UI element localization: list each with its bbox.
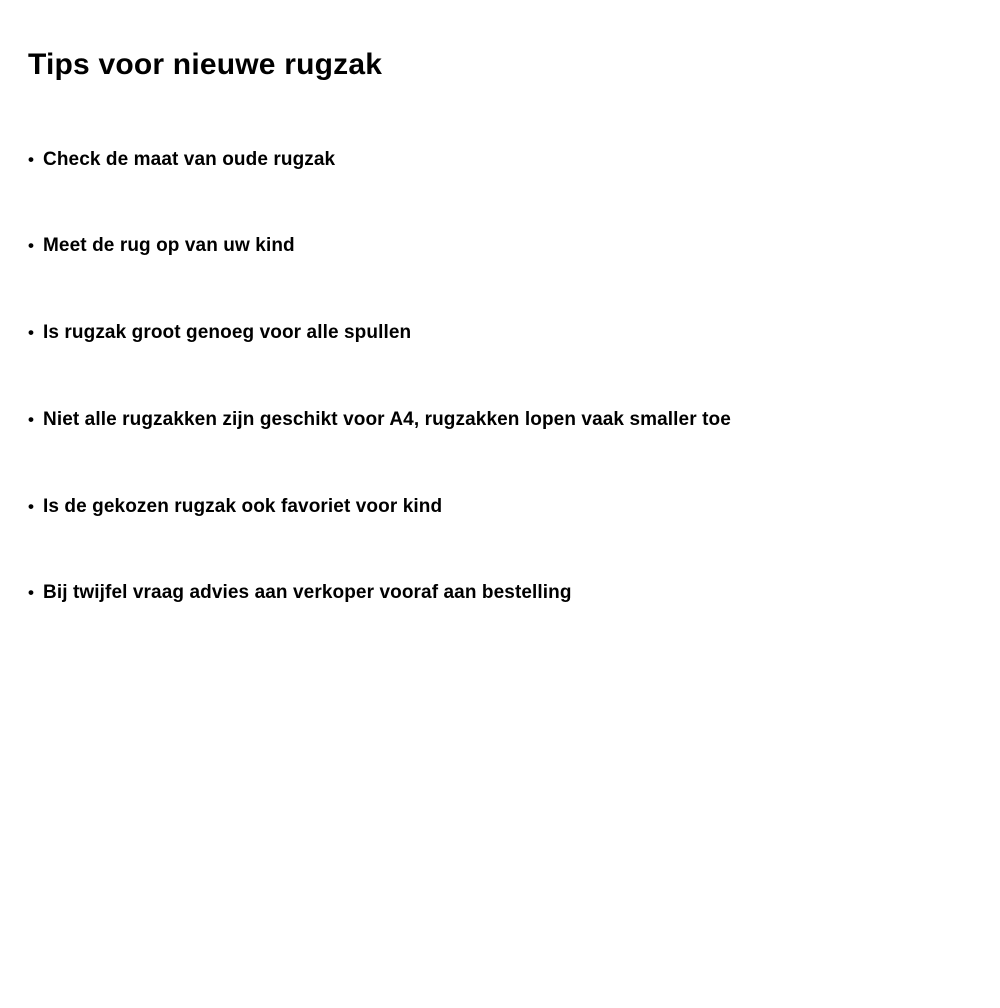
list-item xyxy=(28,409,972,432)
tip-text: Is rugzak groot genoeg voor alle spullen xyxy=(43,322,412,344)
tip-text: Check de maat van oude rugzak xyxy=(43,148,336,170)
tips-list xyxy=(28,149,972,606)
tip-text: Meet de rug op van uw kind xyxy=(43,235,295,257)
list-item xyxy=(28,582,972,605)
list-item xyxy=(28,496,972,519)
bullet-icon: • xyxy=(28,149,35,169)
bullet-icon: • xyxy=(28,583,35,603)
list-item xyxy=(28,235,972,258)
bullet-icon: • xyxy=(28,323,35,343)
bullet-icon: • xyxy=(28,236,35,256)
tip-text: Bij twijfel vraag advies aan verkoper vooraf aan bestelling xyxy=(43,582,572,604)
list-item xyxy=(28,149,972,172)
page-title: Tips voor nieuwe rugzak xyxy=(28,48,383,81)
tip-text: Is de gekozen rugzak ook favoriet voor kind xyxy=(43,495,443,517)
bullet-icon: • xyxy=(28,409,35,429)
bullet-icon: • xyxy=(28,496,35,516)
list-item xyxy=(28,322,972,345)
tip-text: Niet alle rugzakken zijn geschikt voor A4, rugzakken lopen vaak smaller toe xyxy=(43,408,731,430)
